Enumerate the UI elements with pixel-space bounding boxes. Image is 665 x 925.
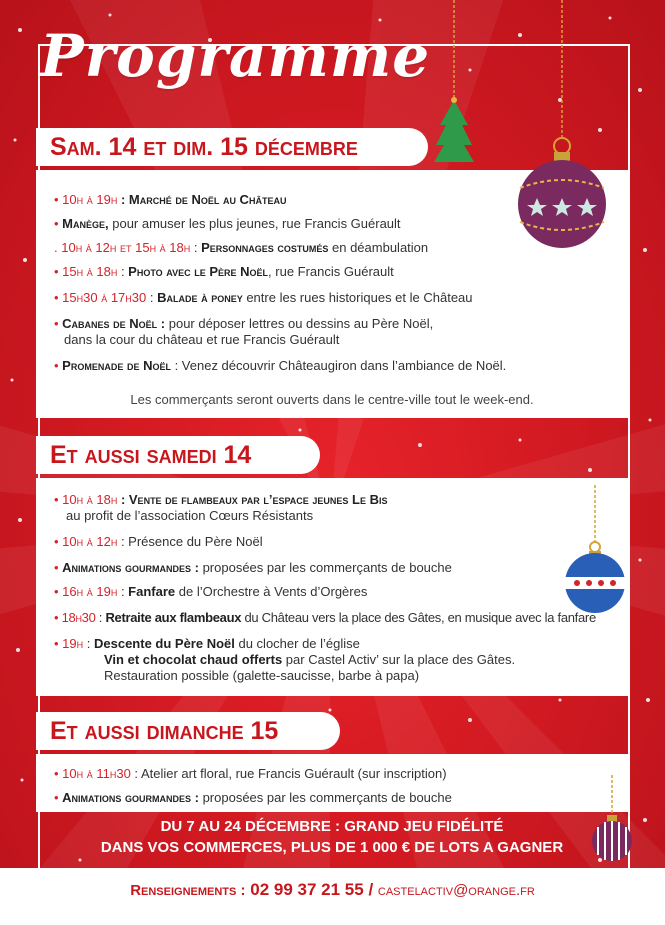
purple-bauble-icon [515,0,611,250]
contact-email[interactable]: castelactiv@orange.fr [377,882,535,899]
list-item: • 10h à 11h30 : Atelier art floral, rue Francis Guérault (sur inscription) [54,766,447,781]
list-item: • Cabanes de Noël : pour déposer lettres ou dessins au Père Noël, dans la cour du château et rue Francis Guérault [54,316,434,347]
section-heading-saturday [36,436,320,474]
section-heading-weekend-text: Sam. 14 et dim. 15 décembre [50,132,358,161]
contact-info: Renseignements : 02 99 37 21 55 / castelactiv@orange.fr [130,880,535,899]
blue-bauble-icon [563,485,633,615]
list-item: • Animations gourmandes : proposées par les commerçants de bouche [54,560,452,575]
list-item: • 18h30 : Retraite aux flambeaux du Château vers la place des Gâtes, en musique avec la fanfare [54,610,596,625]
section-heading-sunday-text: Et aussi dimanche 15 [50,716,279,745]
contact-label: Renseignements : [130,882,246,899]
page-title: Programme [40,22,431,90]
section-heading-weekend [36,128,428,166]
section-heading-sunday [36,712,340,750]
list-item: • Promenade de Noël : Venez découvrir Châteaugiron dans l’ambiance de Noël. [54,358,507,373]
list-item: . 10h à 12h et 15h à 18h : Personnages costumés en déambulation [54,240,429,255]
list-item: • Animations gourmandes : proposées par les commerçants de bouche [54,790,452,805]
section-heading-saturday-text: Et aussi samedi 14 [50,440,252,469]
list-item: • 15h à 18h : Photo avec le Père Noël, rue Francis Guérault [54,264,394,279]
christmas-tree-icon [434,0,474,165]
list-item: • 10h à 19h : Marché de Noël au Château [54,192,287,207]
loyalty-banner [36,816,628,858]
striped-bauble-icon [588,775,638,875]
list-item: • 10h à 12h : Présence du Père Noël [54,534,263,549]
list-item: • 19h : Descente du Père Noël du clocher de l’église Vin et chocolat chaud offerts par Castel Activ’ sur la place des Gâtes. Restauration possible (galette-saucisse, barbe à papa) [54,636,516,683]
loyalty-line-1: DU 7 AU 24 DÉCEMBRE : GRAND JEU FIDÉLITÉ [160,818,504,835]
list-item: • Manège, pour amuser les plus jeunes, rue Francis Guérault [54,216,401,231]
panel-sunday [36,754,628,812]
shops-note: Les commerçants seront ouverts dans le centre-ville tout le week-end. [130,392,534,407]
panel-saturday [36,478,628,696]
list-item: • 16h à 19h : Fanfare de l’Orchestre à Vents d’Orgères [54,584,368,599]
contact-phone[interactable]: 02 99 37 21 55 [250,880,364,899]
list-item: • 10h à 18h : Vente de flambeaux par l’espace jeunes Le Bis au profit de l’association Cœurs Résistants [54,492,388,523]
loyalty-line-2: DANS VOS COMMERCES, PLUS DE 1 000 € DE LOTS A GAGNER [100,839,564,856]
list-item: • 15h30 à 17h30 : Balade à poney entre les rues historiques et le Château [54,290,473,305]
